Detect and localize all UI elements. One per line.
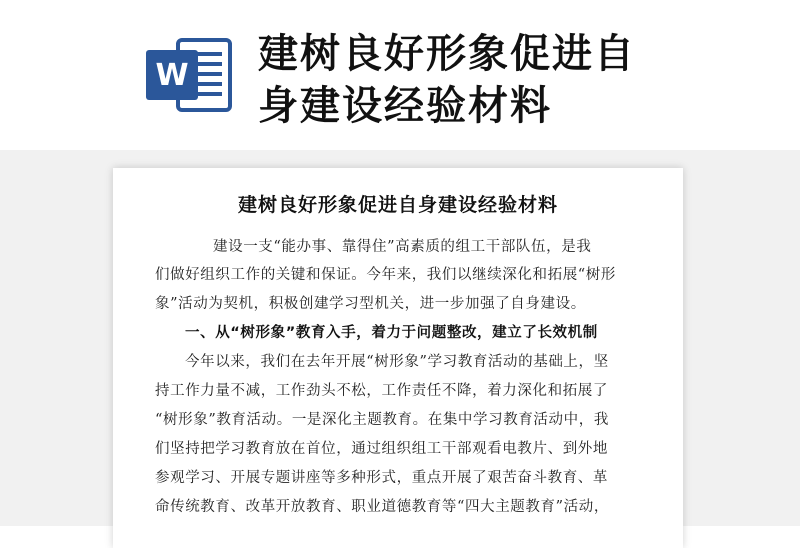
paragraph-line: 象”活动为契机，积极创建学习型机关，进一步加强了自身建设。 [155, 296, 586, 312]
paragraph-line: 建设一支“能办事、靠得住”高素质的组工干部队伍，是我 [213, 239, 592, 255]
paragraph-line: 们坚持把学习教育放在首位，通过组织组工干部观看电教片、到外地 [155, 441, 608, 457]
header-title [258, 28, 718, 132]
document-title: 建树良好形象促进自身建设经验材料 [237, 194, 558, 216]
paragraph-line: 命传统教育、改革开放教育、职业道德教育等“四大主题教育”活动， [155, 499, 609, 515]
paragraph-line: 参观学习、开展专题讲座等多种形式，重点开展了艰苦奋斗教育、革 [155, 470, 608, 486]
header-title-line-2: 身建设经验材料 [258, 83, 552, 129]
paragraph-line: 今年以来，我们在去年开展“树形象”学习教育活动的基础上，坚 [185, 354, 609, 370]
header-banner [0, 0, 800, 150]
document-page [113, 168, 683, 548]
header-title-line-1: 建树良好形象促进自 [258, 31, 636, 77]
paragraph-line: 们做好组织工作的关键和保证。今年来，我们以继续深化和拓展“树形 [155, 267, 617, 283]
section-heading: 一、从“树形象”教育入手，着力于问题整改，建立了长效机制 [185, 325, 598, 341]
paragraph-line: “树形象”教育活动。一是深化主题教育。在集中学习教育活动中，我 [155, 412, 609, 428]
paragraph-line: 持工作力量不减，工作劲头不松，工作责任不降，着力深化和拓展了 [155, 383, 608, 399]
word-icon-letter: W [155, 58, 189, 93]
word-document-icon [144, 36, 234, 114]
